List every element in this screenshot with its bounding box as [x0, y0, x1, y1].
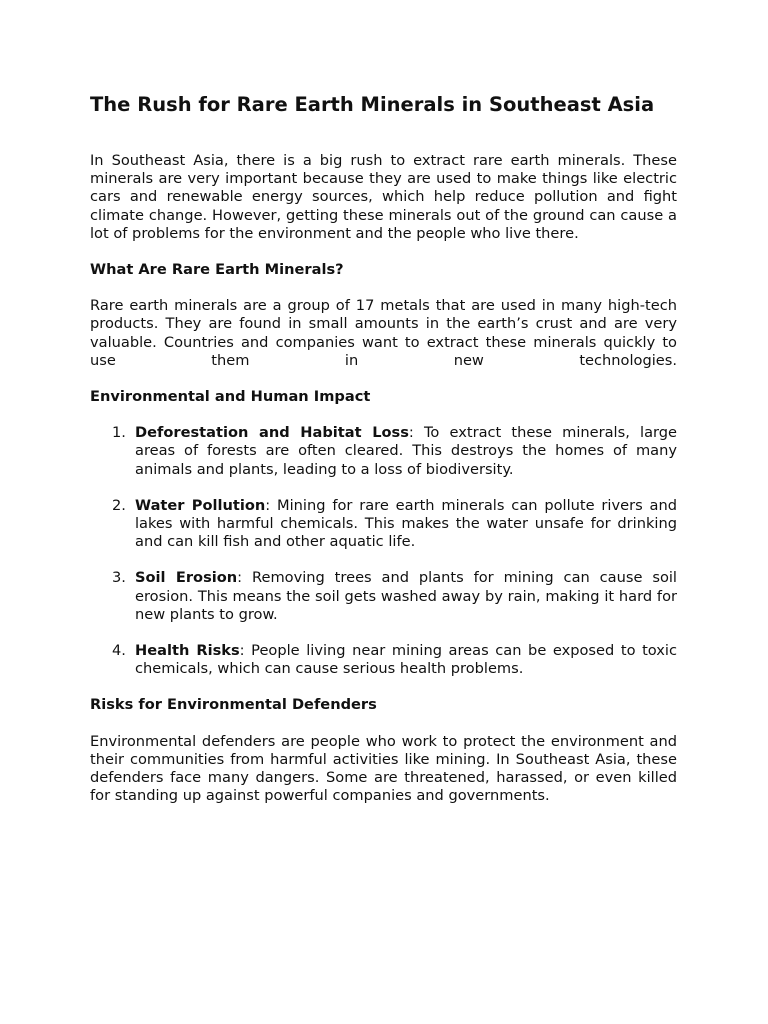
defenders-paragraph: Environmental defenders are people who work to protect the environment and their communities from harmful activities like mining. In Southeast Asia, these defenders face many dangers. Some are threatened, harassed, or even killed for standing up against powerful companies and governments.	[90, 732, 677, 805]
list-item-text: : People living near mining areas can be exposed to toxic chemicals, which can cause serious health problems.	[135, 642, 677, 678]
list-item	[112, 569, 677, 624]
list-item	[112, 642, 677, 678]
list-item-term: Water Pollution	[135, 496, 266, 514]
list-item-text: : Mining for rare earth minerals can pollute rivers and lakes with harmful chemicals. This makes the water unsafe for drinking and can kill fish and other aquatic life.	[135, 496, 677, 551]
list-item-term: Deforestation and Habitat Loss	[135, 424, 409, 442]
rare-earth-paragraph: Rare earth minerals are a group of 17 metals that are used in many high-tech products. They are found in small amounts in the earth’s crust and are very valuable. Countries and companies want to extract these minerals quickly to use them in new technologies.	[90, 297, 677, 369]
list-item-term: Health Risks	[135, 642, 240, 660]
section-heading-rare-earth: What Are Rare Earth Minerals?	[90, 261, 344, 279]
list-item-number: 3.	[112, 569, 126, 587]
list-item-term: Soil Erosion	[135, 569, 238, 587]
list-item-text: : To extract these minerals, large areas of forests are often cleared. This destroys the homes of many animals and plants, leading to a loss of biodiversity.	[135, 424, 677, 478]
list-item-number: 2.	[112, 496, 126, 514]
list-item	[112, 496, 677, 552]
list-item	[112, 424, 677, 479]
document-body	[90, 152, 677, 823]
list-item-text: : Removing trees and plants for mining can cause soil erosion. This means the soil gets washed away by rain, making it hard for new plants to grow.	[135, 569, 677, 623]
list-item-number: 4.	[112, 642, 126, 660]
section-heading-defenders: Risks for Environmental Defenders	[90, 696, 377, 714]
document-title: The Rush for Rare Earth Minerals in Southeast Asia	[90, 93, 655, 116]
section-heading-impact: Environmental and Human Impact	[90, 388, 371, 406]
impact-list	[90, 424, 677, 678]
list-item-number: 1.	[112, 424, 126, 442]
intro-paragraph: In Southeast Asia, there is a big rush to extract rare earth minerals. These minerals are very important because they are used to make things like electric cars and renewable energy sources, which help reduce pollution and fight climate change. However, getting these minerals out of the ground can cause a lot of problems for the environment and the people who live there.	[90, 152, 677, 242]
